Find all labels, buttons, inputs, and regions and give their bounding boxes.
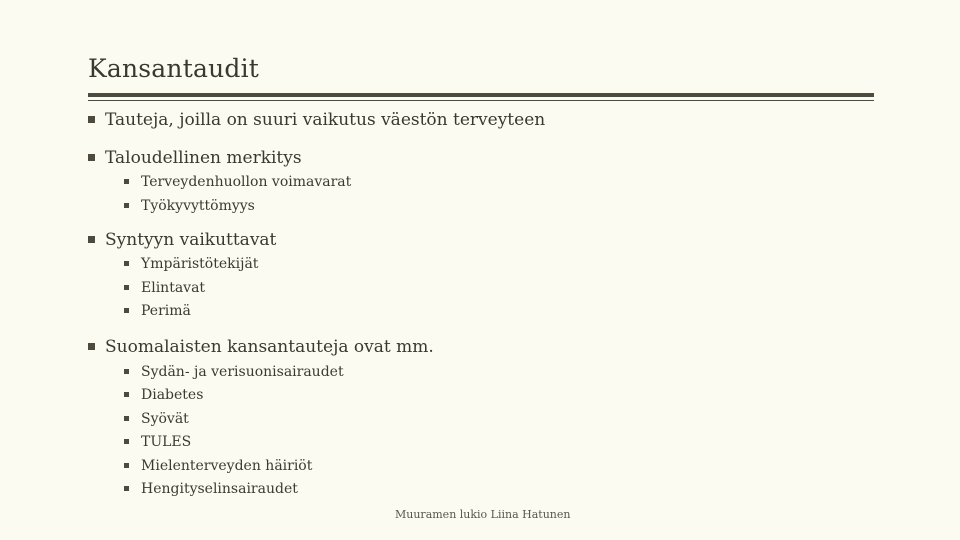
square-bullet-icon — [88, 236, 95, 243]
bullet-item — [88, 230, 874, 250]
sub-bullet-text: TULES — [141, 434, 192, 450]
bullet-list — [88, 108, 874, 502]
square-bullet-icon — [124, 486, 129, 491]
slide-title: Kansantaudit — [88, 54, 260, 83]
sub-bullet-text: Hengityselinsairaudet — [141, 481, 298, 497]
sub-bullet-item — [88, 384, 874, 408]
sub-bullet-item — [88, 431, 874, 455]
square-bullet-icon — [88, 154, 95, 161]
sub-bullet-text: Sydän- ja verisuonisairaudet — [141, 363, 344, 380]
square-bullet-icon — [124, 285, 129, 290]
sub-bullet-text: Elintavat — [141, 279, 206, 296]
square-bullet-icon — [88, 343, 95, 350]
square-bullet-icon — [124, 308, 129, 313]
square-bullet-icon — [124, 416, 129, 421]
square-bullet-icon — [124, 392, 129, 397]
sub-bullet-item — [88, 361, 874, 385]
square-bullet-icon — [124, 261, 129, 266]
sub-bullet-item — [88, 455, 874, 479]
title-rule-thick — [88, 93, 874, 97]
square-bullet-icon — [124, 179, 129, 184]
sub-bullet-item — [88, 195, 874, 219]
sub-bullet-text: Perimä — [141, 303, 191, 319]
square-bullet-icon — [124, 369, 129, 374]
sub-bullet-text: Ympäristötekijät — [141, 256, 259, 272]
bullet-text: Suomalaisten kansantauteja ovat mm. — [105, 336, 434, 357]
sub-bullet-item — [88, 300, 874, 324]
bullet-text: Tauteja, joilla on suuri vaikutus väestön terveyteen — [105, 110, 546, 130]
title-rule-thin — [88, 100, 874, 101]
slide-footer: Muuramen lukio Liina Hatunen — [395, 508, 571, 521]
bullet-item — [88, 337, 874, 357]
sub-bullet-text: Terveydenhuollon voimavarat — [141, 174, 352, 190]
sub-bullet-text: Syövät — [141, 410, 189, 427]
square-bullet-icon — [124, 439, 129, 444]
sub-bullet-item — [88, 478, 874, 502]
sub-bullet-item — [88, 171, 874, 195]
sub-bullet-item — [88, 277, 874, 301]
sub-bullet-text: Työkyvyttömyys — [141, 197, 255, 214]
bullet-item — [88, 148, 874, 168]
bullet-text: Taloudellinen merkitys — [105, 148, 302, 168]
sub-bullet-text: Mielenterveyden häiriöt — [141, 457, 313, 474]
sub-bullet-item — [88, 253, 874, 277]
sub-bullet-item — [88, 408, 874, 432]
bullet-text: Syntyyn vaikuttavat — [105, 230, 277, 250]
sub-bullet-text: Diabetes — [141, 387, 204, 403]
square-bullet-icon — [124, 463, 129, 468]
square-bullet-icon — [88, 116, 95, 123]
square-bullet-icon — [124, 203, 129, 208]
bullet-item — [88, 110, 874, 130]
